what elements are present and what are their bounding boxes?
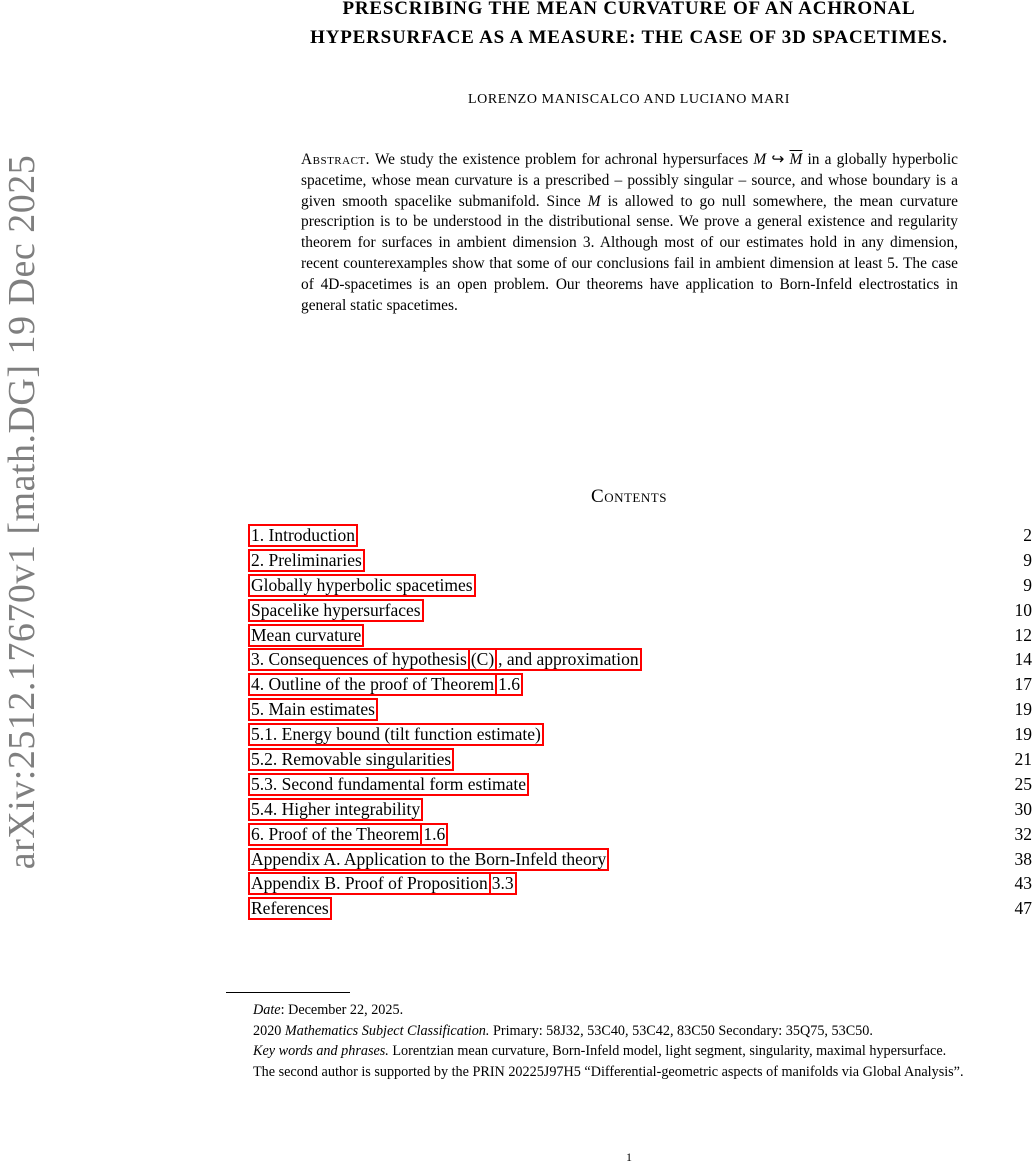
toc-page-number: 19 xyxy=(1014,699,1032,720)
toc-link-appendix-b[interactable]: Appendix B. Proof of Proposition xyxy=(248,872,491,895)
toc-link-introduction[interactable]: 1. Introduction xyxy=(248,524,358,547)
hook-arrow: ↪ xyxy=(766,151,790,168)
abstract-text-3: is allowed to go null somewhere, the mean curvature prescription is to be understood in the distributional sense. We prove a general existence and regularity theorem for surfaces in ambient dimension 3. Although most of our estimates hold in any dimension, recent counterexamples show that some of our conclusions fail in ambient dimension at least 5. The case of 4D-spacetimes is an open problem. Our theorems have application to Born-Infeld electrostatics in general static spacetimes. xyxy=(301,192,959,314)
toc-row xyxy=(250,698,1032,723)
footnote-support: The second author is supported by the PRIN 20225J97H5 “Differential-geometric aspects of manifolds via Global Analysis”. xyxy=(253,1063,964,1080)
toc-link-energy-bound[interactable]: 5.1. Energy bound (tilt function estimate) xyxy=(248,723,544,746)
toc-page-number: 12 xyxy=(1014,624,1032,645)
toc-row xyxy=(250,823,1032,848)
toc-row xyxy=(250,773,1032,798)
toc-page-number: 47 xyxy=(1014,898,1032,919)
toc-row xyxy=(250,574,1032,599)
toc-page-number: 14 xyxy=(1014,649,1032,670)
toc-page-number: 25 xyxy=(1014,773,1032,794)
toc-link-theorem-1-6[interactable]: 1.6 xyxy=(495,673,523,696)
toc-link-proposition-3-3[interactable]: 3.3 xyxy=(489,872,517,895)
contents-heading: Contents xyxy=(591,486,667,507)
toc-row xyxy=(250,648,1032,673)
toc-row xyxy=(250,599,1032,624)
toc-row xyxy=(250,897,1032,922)
toc-page-number: 17 xyxy=(1014,674,1032,695)
toc-link-mean-curvature[interactable]: Mean curvature xyxy=(248,624,364,647)
toc-link-appendix-a[interactable]: Appendix A. Application to the Born-Infeld theory xyxy=(248,848,609,871)
toc-link-globally-hyperbolic[interactable]: Globally hyperbolic spacetimes xyxy=(248,574,476,597)
toc-row xyxy=(250,549,1032,574)
toc-page-number: 30 xyxy=(1014,798,1032,819)
msc-label: Mathematics Subject Classification. xyxy=(284,1022,490,1039)
toc-page-number: 10 xyxy=(1014,599,1032,620)
toc-page-number: 43 xyxy=(1014,873,1032,894)
toc-link-higher-integrability[interactable]: 5.4. Higher integrability xyxy=(248,798,423,821)
title-line-1: PRESCRIBING THE MEAN CURVATURE OF AN ACHRONAL xyxy=(342,0,916,19)
date-value: : December 22, 2025. xyxy=(280,1002,404,1018)
toc-row xyxy=(250,848,1032,873)
authors: LORENZO MANISCALCO AND LUCIANO MARI xyxy=(468,92,790,107)
toc-link-hypothesis-c[interactable]: (C) xyxy=(468,648,497,671)
toc-row xyxy=(250,524,1032,549)
date-label: Date xyxy=(253,1002,281,1018)
toc-link-spacelike-hypersurfaces[interactable]: Spacelike hypersurfaces xyxy=(248,599,424,622)
toc-link-theorem-1-6[interactable]: 1.6 xyxy=(420,823,448,846)
footnotes xyxy=(226,1000,1032,1082)
toc-link-outline[interactable]: 4. Outline of the proof of Theorem xyxy=(248,673,497,696)
abstract-text-2: in a globally hyperbolic spacetime, whose mean curvature is a prescribed – possibly singular – source, and whose boundary is a given smooth spacelike submanifold. Since xyxy=(301,151,959,210)
toc-page-number: 38 xyxy=(1014,848,1032,869)
keywords-value: Lorentzian mean curvature, Born-Infeld model, light segment, singularity, maximal hypersurface. xyxy=(388,1043,947,1060)
msc-value: Primary: 58J32, 53C40, 53C42, 83C50 Secondary: 35Q75, 53C50. xyxy=(489,1022,873,1039)
arxiv-identifier: arXiv:2512.17670v1 [math.DG] 19 Dec 2025 xyxy=(1,154,43,870)
footnote-keywords xyxy=(226,1041,1032,1062)
toc-page-number: 21 xyxy=(1014,749,1032,770)
toc-link-approximation[interactable]: , and approximation xyxy=(495,648,641,671)
toc-link-removable-singularities[interactable]: 5.2. Removable singularities xyxy=(248,748,454,771)
toc-link-preliminaries[interactable]: 2. Preliminaries xyxy=(248,549,365,572)
toc-link-references[interactable]: References xyxy=(248,897,332,920)
toc-row xyxy=(250,872,1032,897)
msc-prefix: 2020 xyxy=(253,1022,285,1039)
math-m-bar: $\overline{M}$ xyxy=(789,151,803,168)
math-m-2: M xyxy=(587,192,601,210)
toc-link-second-fundamental-form[interactable]: 5.3. Second fundamental form estimate xyxy=(248,773,529,796)
toc-page-number: 9 xyxy=(1023,574,1032,595)
footnote-msc xyxy=(226,1021,1032,1042)
table-of-contents xyxy=(250,524,1032,922)
toc-row xyxy=(250,748,1032,773)
footnote-rule xyxy=(226,992,350,993)
toc-page-number: 2 xyxy=(1023,525,1032,545)
paper-title xyxy=(226,0,1032,52)
toc-link-main-estimates[interactable]: 5. Main estimates xyxy=(248,698,378,721)
abstract xyxy=(301,150,958,316)
toc-link-proof-of-theorem[interactable]: 6. Proof of the Theorem xyxy=(248,823,422,846)
toc-page-number: 19 xyxy=(1014,724,1032,745)
title-line-2: HYPERSURFACE AS A MEASURE: THE CASE OF 3D SPACETIMES. xyxy=(310,27,948,48)
toc-row xyxy=(250,798,1032,823)
toc-page-number: 32 xyxy=(1014,823,1032,844)
toc-row xyxy=(250,673,1032,698)
abstract-label: Abstract. xyxy=(301,151,370,168)
footnote-date xyxy=(226,1000,1032,1021)
page-number: 1 xyxy=(626,1150,632,1164)
math-m: M xyxy=(753,151,767,168)
keywords-label: Key words and phrases. xyxy=(253,1043,389,1060)
toc-page-number: 9 xyxy=(1023,549,1032,570)
toc-row xyxy=(250,624,1032,649)
toc-row xyxy=(250,723,1032,748)
abstract-text-1: We study the existence problem for achronal hypersurfaces xyxy=(369,151,754,168)
toc-link-consequences[interactable]: 3. Consequences of hypothesis xyxy=(248,648,470,671)
